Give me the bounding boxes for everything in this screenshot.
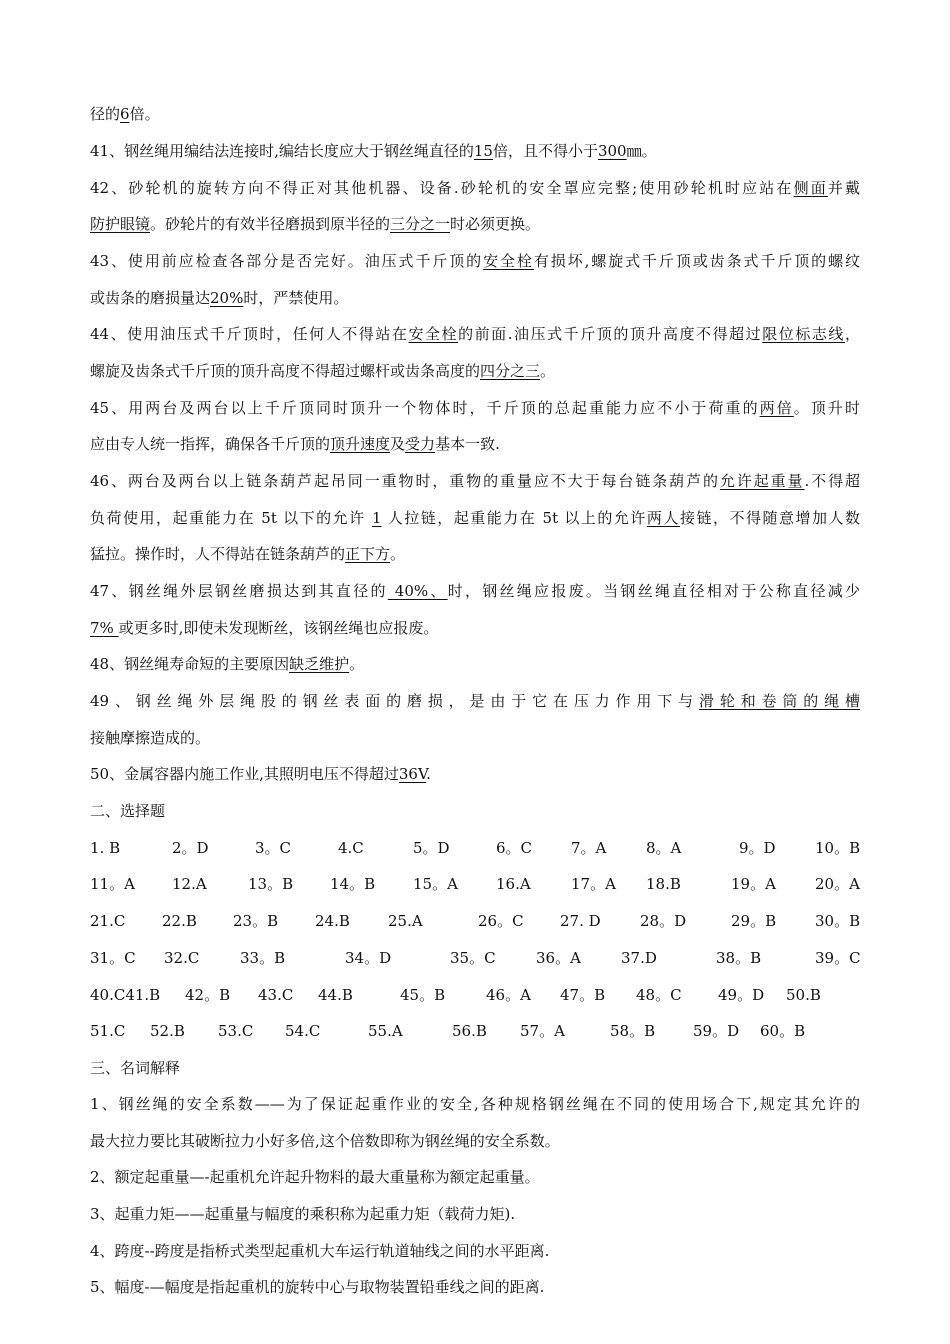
text-segment: 。 [540, 362, 556, 380]
answer-item: 40.C41.B [90, 986, 161, 1004]
text-segment: 二、选择题 [90, 802, 166, 820]
answer-item: 39。C [815, 949, 861, 967]
answer-item: 53.C [218, 1022, 254, 1040]
text-segment: 47、钢丝绳外层钢丝磨损达到其直径的 [90, 582, 388, 600]
answer-underlined: 限位标志线 [762, 325, 845, 343]
text-segment: 。 [349, 655, 365, 673]
answer-item: 28。D [640, 912, 687, 930]
answer-underlined: 6 [120, 105, 130, 123]
answer-item: 7。A [571, 839, 607, 857]
text-segment: 人拉链，起重能力在 5t 以上的允许 [381, 509, 647, 527]
text-segment: 1、钢丝绳的安全系数——为了保证起重作业的安全,各种规格钢丝绳在不同的使用场合下,规定其允许的 [90, 1095, 860, 1113]
text-segment: 应由专人统一指挥，确保各千斤顶的 [90, 435, 331, 453]
answer-underlined: 7% [90, 619, 119, 637]
answer-item: 55.A [368, 1022, 403, 1040]
text-segment: 46、两台及两台以上链条葫芦起吊同一重物时，重物的重量应不大于每台链条葫芦的 [90, 472, 720, 490]
answer-item: 38。B [716, 949, 762, 967]
answer-underlined: 两倍 [759, 399, 794, 417]
answer-item: 36。A [536, 949, 581, 967]
text-segment: 49、钢丝绳外层绳股的钢丝表面的磨损，是由于它在压力作用下与 [90, 692, 699, 710]
text-line [90, 324, 860, 344]
text-segment: 负荷使用，起重能力在 5t 以下的允许 [90, 509, 372, 527]
answer-item: 9。D [739, 839, 776, 857]
answer-item: 50.B [786, 986, 821, 1004]
answer-underlined: 300 [597, 142, 627, 160]
text-line [90, 1204, 860, 1224]
text-line [90, 764, 860, 784]
answer-item: 22.B [162, 912, 197, 930]
text-line [90, 398, 860, 418]
text-line [90, 801, 860, 821]
answer-underlined: 四分之三 [480, 362, 541, 380]
answer-item: 44.B [318, 986, 353, 1004]
text-line [90, 214, 860, 234]
answer-item: 25.A [388, 912, 423, 930]
answer-item: 43.C [258, 986, 294, 1004]
text-segment: 41、钢丝绳用编结法连接时,编结长度应大于钢丝绳直径的 [90, 142, 474, 160]
answer-item: 52.B [150, 1022, 185, 1040]
answer-underlined: 36V [398, 765, 427, 783]
text-line [90, 581, 860, 601]
answer-item: 35。C [450, 949, 496, 967]
text-segment: 。砂轮片的有效半径磨损到原半径的 [150, 215, 391, 233]
answer-item: 13。B [248, 875, 294, 893]
text-line [90, 104, 860, 124]
answer-item: 30。B [815, 912, 861, 930]
text-line [90, 618, 860, 638]
text-segment: 时，严禁使用。 [243, 289, 349, 307]
answer-underlined: 防护眼镜 [90, 215, 151, 233]
answer-item: 6。C [496, 839, 533, 857]
text-segment: .不得超 [804, 472, 860, 490]
text-segment: 。 [390, 545, 406, 563]
text-segment: 三、名词解释 [90, 1059, 181, 1077]
answer-item: 16.A [496, 875, 531, 893]
text-segment: 44、使用油压式千斤顶时，任何人不得站在 [90, 325, 409, 343]
text-line [90, 508, 860, 528]
text-segment: 最大拉力要比其破断拉力小好多倍,这个倍数即称为钢丝绳的安全系数。 [90, 1132, 560, 1150]
answer-item: 48。C [636, 986, 682, 1004]
text-segment: 接链，不得随意增加人数 [679, 509, 860, 527]
answer-underlined: 两人 [646, 509, 680, 527]
answer-item: 17。A [571, 875, 616, 893]
answer-item: 24.B [315, 912, 350, 930]
text-segment: 时必须更换。 [450, 215, 541, 233]
answer-item: 60。B [760, 1022, 806, 1040]
answer-item: 57。A [520, 1022, 565, 1040]
answer-item: 31。C [90, 949, 136, 967]
text-segment: 或齿条的磨损量达 [90, 289, 211, 307]
answer-item: 15。A [413, 875, 458, 893]
text-line [90, 361, 860, 381]
answer-item: 51.C [90, 1022, 126, 1040]
answer-item: 33。B [240, 949, 286, 967]
text-segment: 5、幅度-—幅度是指起重机的旋转中心与取物装置铅垂线之间的距离. [90, 1278, 545, 1296]
answer-item: 47。B [560, 986, 606, 1004]
text-line [90, 288, 860, 308]
text-line [90, 251, 860, 271]
answer-item: 49。D [718, 986, 765, 1004]
text-segment: 2、额定起重量—-起重机允许起升物料的最大重量称为额定起重量。 [90, 1168, 540, 1186]
answer-underlined: 安全栓 [483, 252, 534, 270]
answer-underlined: 正下方 [345, 545, 391, 563]
answer-item: 42。B [185, 986, 231, 1004]
text-segment: . [426, 765, 431, 783]
text-line [90, 471, 860, 491]
text-line [90, 1094, 860, 1114]
text-segment: 43、使用前应检查各部分是否完好。油压式千斤顶的 [90, 252, 484, 270]
answer-item: 26。C [478, 912, 524, 930]
text-segment: 及 [390, 435, 406, 453]
text-line [90, 1277, 860, 1297]
answer-item: 56.B [452, 1022, 487, 1040]
text-segment: ㎜。 [626, 142, 657, 160]
text-segment: 并戴 [827, 179, 860, 197]
text-line [90, 434, 860, 454]
answer-underlined: 允许起重量 [719, 472, 805, 490]
answer-underlined: 1 [371, 509, 382, 527]
answer-item: 10。B [815, 839, 861, 857]
text-line [90, 728, 860, 748]
text-line [90, 1167, 860, 1187]
answer-underlined: 缺乏维护 [289, 655, 350, 673]
text-segment: 基本一致. [435, 435, 500, 453]
answer-item: 8。A [646, 839, 682, 857]
text-line [90, 141, 860, 161]
text-segment: 猛拉。操作时，人不得站在链条葫芦的 [90, 545, 346, 563]
answer-underlined: 安全栓 [408, 325, 459, 343]
answer-item: 2。D [172, 839, 209, 857]
answer-underlined: 侧面 [793, 179, 828, 197]
text-segment: 径的 [90, 105, 121, 123]
answer-item: 14。B [330, 875, 376, 893]
text-line [90, 544, 860, 564]
text-line [90, 654, 860, 674]
text-segment: 。顶升时 [793, 399, 860, 417]
text-line [90, 178, 860, 198]
answer-item: 59。D [693, 1022, 740, 1040]
answer-item: 20。A [815, 875, 860, 893]
text-segment: 50、金属容器内施工作业,其照明电压不得超过 [90, 765, 399, 783]
answer-item: 19。A [731, 875, 776, 893]
text-segment: 或更多时,即使未发现断丝，该钢丝绳也应报废。 [118, 619, 439, 637]
text-segment: 有损坏,螺旋式千斤顶或齿条式千斤顶的螺纹 [533, 252, 860, 270]
answer-underlined: 顶升速度 [330, 435, 391, 453]
text-line [90, 691, 860, 711]
text-segment: 4、跨度--跨度是指桥式类型起重机大车运行轨道轴线之间的水平距离. [90, 1242, 550, 1260]
text-segment: 倍，且不得小于 [492, 142, 598, 160]
answer-underlined: 受力 [405, 435, 436, 453]
answer-item: 37.D [621, 949, 657, 967]
answer-underlined: 20% [210, 289, 244, 307]
text-segment: 接触摩擦造成的。 [90, 729, 211, 747]
answer-item: 54.C [285, 1022, 321, 1040]
text-segment: 3、起重力矩——起重量与幅度的乘积称为起重力矩（载荷力矩). [90, 1205, 516, 1223]
text-line [90, 1241, 860, 1261]
answer-item: 58。B [610, 1022, 656, 1040]
answer-underlined: 滑轮和卷筒的绳槽 [698, 692, 860, 710]
text-segment: 螺旋及齿条式千斤顶的顶升高度不得超过螺杆或齿条高度的 [90, 362, 481, 380]
answer-item: 34。D [345, 949, 392, 967]
answer-item: 32.C [164, 949, 200, 967]
text-segment: 时，钢丝绳应报废。当钢丝绳直径相对于公称直径减少 [447, 582, 860, 600]
text-segment: 45、用两台及两台以上千斤顶同时顶升一个物体时，千斤顶的总起重能力应不小于荷重的 [90, 399, 760, 417]
answer-item: 12.A [172, 875, 207, 893]
answer-item: 1. B [90, 839, 121, 857]
answer-item: 45。B [400, 986, 446, 1004]
text-segment: 42、砂轮机的旋转方向不得正对其他机器、设备.砂轮机的安全罩应完整;使用砂轮机时应站在 [90, 179, 794, 197]
answer-underlined: 40%、 [387, 582, 448, 600]
answer-item: 4.C [338, 839, 364, 857]
answer-item: 5。D [413, 839, 450, 857]
answer-item: 27. D [560, 912, 601, 930]
text-line [90, 1131, 860, 1151]
text-segment: 的前面.油压式千斤顶的顶升高度不得超过 [458, 325, 763, 343]
answer-item: 18.B [646, 875, 681, 893]
text-segment: 倍。 [129, 105, 160, 123]
answer-underlined: 15 [473, 142, 493, 160]
text-line [90, 1058, 860, 1078]
answer-item: 29。B [731, 912, 777, 930]
answer-item: 3。C [255, 839, 292, 857]
answer-item: 23。B [233, 912, 279, 930]
answer-item: 11。A [90, 875, 135, 893]
answer-item: 21.C [90, 912, 126, 930]
answer-underlined: 三分之一 [390, 215, 451, 233]
text-segment: 48、钢丝绳寿命短的主要原因 [90, 655, 290, 673]
answer-item: 46。A [486, 986, 531, 1004]
text-segment: ， [844, 325, 860, 343]
